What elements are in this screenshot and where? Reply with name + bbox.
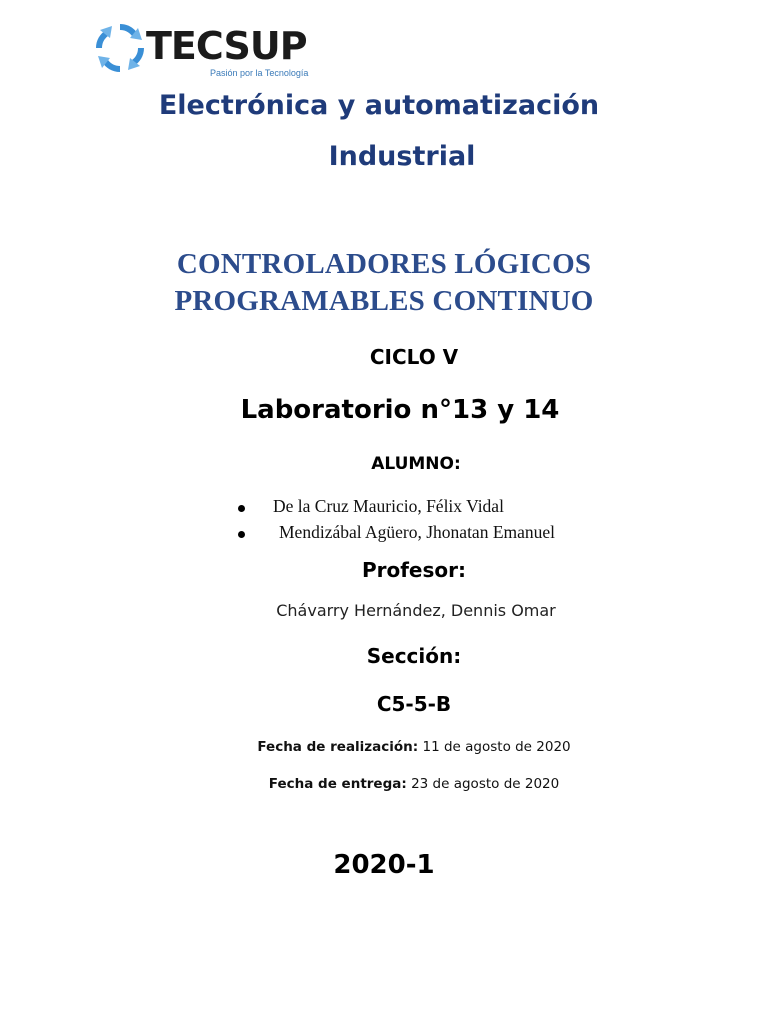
teacher-label: Profesor: bbox=[361, 558, 467, 582]
section-label: Sección: bbox=[366, 644, 462, 668]
logo-emblem-icon bbox=[92, 20, 148, 76]
date-due-label: Fecha de entrega bbox=[268, 776, 402, 792]
logo-tagline: Pasión por la Tecnología bbox=[210, 68, 309, 78]
tecsup-logo bbox=[92, 20, 332, 82]
date-due-separator: : bbox=[401, 776, 407, 792]
cycle-label: CICLO V bbox=[369, 345, 459, 369]
student-name: Mendizábal Agüero, Jhonatan Emanuel bbox=[279, 522, 556, 542]
date-done-label: Fecha de realización: bbox=[257, 739, 419, 755]
date-due-line bbox=[30, 776, 768, 792]
student-name: De la Cruz Mauricio, Félix Vidal bbox=[273, 496, 504, 516]
date-due-value: 23 de agosto de 2020 bbox=[411, 776, 560, 792]
faculty-line-1: Electrónica y automatización bbox=[158, 90, 600, 121]
course-line-1: CONTROLADORES LÓGICOS bbox=[176, 248, 592, 280]
academic-period: 2020-1 bbox=[333, 850, 435, 880]
lab-title: Laboratorio n°13 y 14 bbox=[240, 395, 560, 425]
bullet-icon bbox=[238, 505, 245, 512]
course-line-2: PROGRAMABLES CONTINUO bbox=[174, 285, 594, 317]
teacher-name: Chávarry Hernández, Dennis Omar bbox=[276, 601, 556, 620]
date-done-line bbox=[30, 739, 768, 755]
faculty-line-2: Industrial bbox=[328, 141, 476, 172]
logo-wordmark: TECSUP bbox=[146, 24, 307, 68]
students-label: ALUMNO: bbox=[371, 454, 461, 474]
section-value: C5-5-B bbox=[376, 692, 452, 716]
bullet-icon bbox=[238, 531, 245, 538]
date-done-value: 11 de agosto de 2020 bbox=[422, 739, 571, 755]
